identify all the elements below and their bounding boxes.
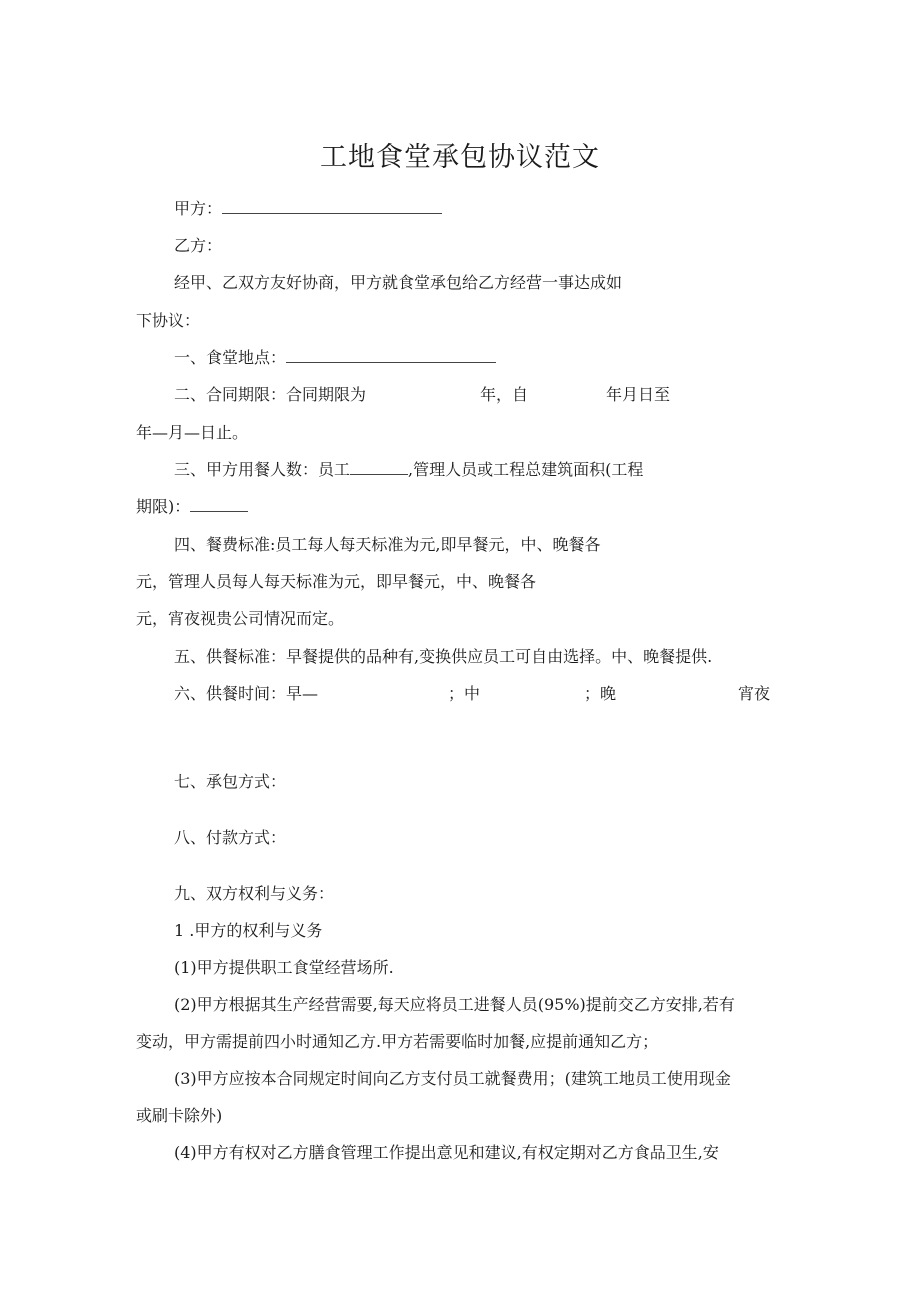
section-2-part-1: 二、合同期限：合同期限为 (174, 385, 367, 404)
section-3-line-1 (174, 458, 643, 482)
document-title: 工地食堂承包协议范文 (320, 142, 600, 173)
intro-line-2: 下协议： (136, 311, 201, 330)
section-3-line-2 (136, 495, 248, 519)
section-4-line-1: 四、餐费标准:员工每人每天标准为元,即早餐元，中、晚餐各 (174, 535, 601, 554)
section-3-part-2: ,管理人员或工程总建筑面积(工程 (408, 460, 644, 479)
section-2-part-3: 年月日至 (606, 385, 671, 404)
section-9-1-3-line-2: 或刷卡除外) (136, 1106, 223, 1125)
section-3-part-1: 三、甲方用餐人数：员工 (174, 460, 351, 479)
section-6-label: 六、供餐时间：早— (174, 684, 319, 703)
section-6-dinner: ；晚 (584, 684, 617, 703)
section-2-line-2: 年—月—日止。 (136, 423, 249, 442)
section-7: 七、承包方式： (174, 772, 287, 791)
section-6-night: 宵夜 (738, 684, 771, 703)
section-8: 八、付款方式： (174, 828, 287, 847)
section-5-line-1: 五、供餐标准：早餐提供的品种有,变换供应员工可自由选择。中、晚餐提供. (174, 647, 713, 666)
staff-count-blank (350, 458, 408, 475)
section-3-line-2-label: 期限)： (136, 497, 191, 516)
party-a-label: 甲方： (174, 199, 223, 218)
intro-line-1: 经甲、乙双方友好协商，甲方就食堂承包给乙方经营一事达成如 (174, 273, 623, 292)
party-a-blank (222, 197, 442, 214)
section-4-line-3: 元，宵夜视贵公司情况而定。 (136, 609, 345, 628)
section-9-1-4-line-1: (4)甲方有权对乙方膳食管理工作提出意见和建议,有权定期对乙方食品卫生,安 (174, 1143, 719, 1162)
section-1-line (174, 346, 496, 370)
party-a-line (174, 197, 442, 221)
section-9: 九、双方权利与义务： (174, 884, 335, 903)
party-b-label: 乙方： (174, 236, 223, 255)
section-9-1: 1 .甲方的权利与义务 (174, 921, 323, 940)
period-blank (190, 495, 248, 512)
section-9-1-2-line-1: (2)甲方根据其生产经营需要,每天应将员工进餐人员(95%)提前交乙方安排,若有 (174, 995, 735, 1014)
section-9-1-2-line-2: 变动，甲方需提前四小时通知乙方.甲方若需要临时加餐,应提前通知乙方； (136, 1032, 659, 1051)
section-4-line-2: 元，管理人员每人每天标准为元，即早餐元，中、晚餐各 (136, 572, 537, 591)
section-2-part-2: 年，自 (480, 385, 529, 404)
section-9-1-1: (1)甲方提供职工食堂经营场所. (174, 958, 394, 977)
canteen-location-blank (286, 346, 496, 363)
section-1-label: 一、食堂地点： (174, 348, 287, 367)
section-6-lunch: ；中 (448, 684, 481, 703)
section-9-1-3-line-1: (3)甲方应按本合同规定时间向乙方支付员工就餐费用；(建筑工地员工使用现金 (174, 1069, 731, 1088)
